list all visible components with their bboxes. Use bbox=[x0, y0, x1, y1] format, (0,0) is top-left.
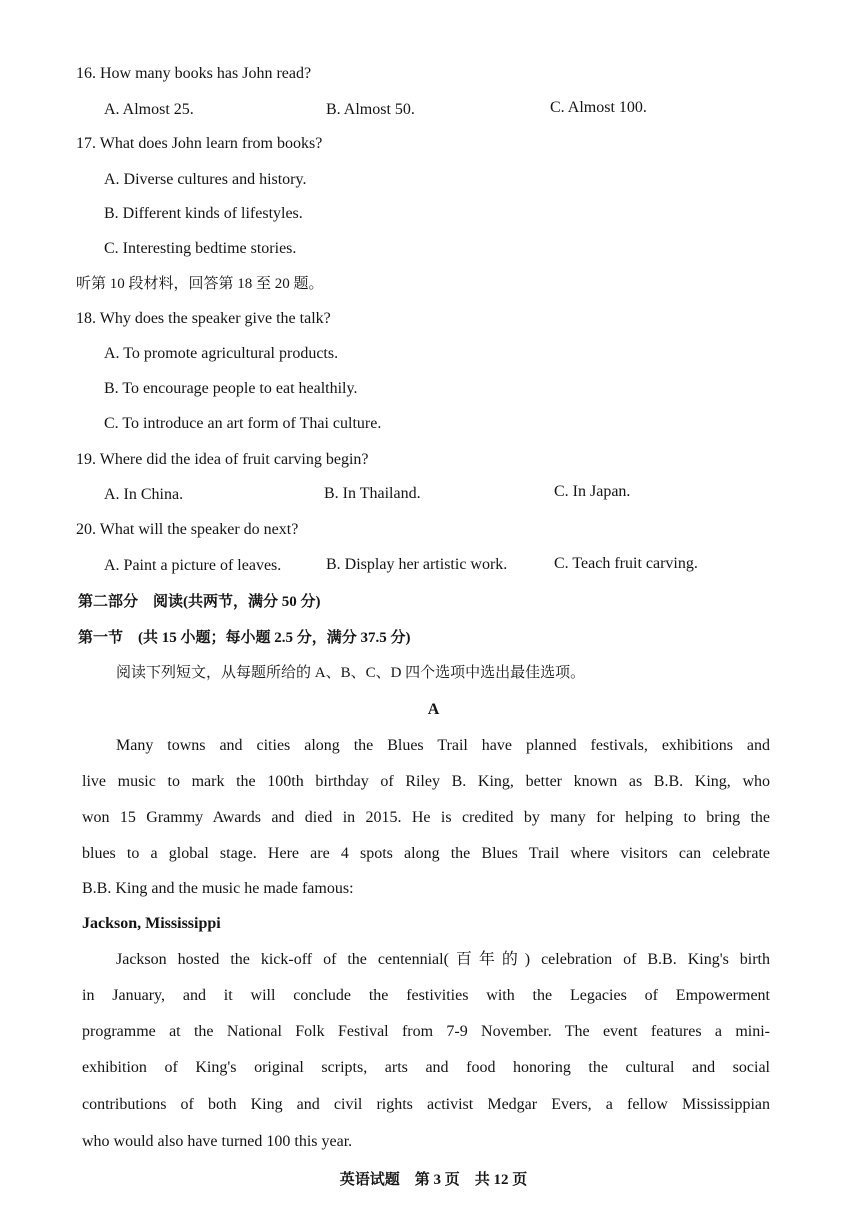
question-20-option-c: C. Teach fruit carving. bbox=[554, 555, 698, 572]
passage-p1-line-5: B.B. King and the music he made famous: bbox=[82, 880, 354, 897]
question-18-option-a: A. To promote agricultural products. bbox=[104, 345, 339, 362]
question-18-option-c: C. To introduce an art form of Thai culture. bbox=[104, 415, 382, 432]
passage-p1-line-2: live music to mark the 100th birthday of Riley B. King, better known as B.B. King, who bbox=[82, 773, 770, 790]
question-17-option-c: C. Interesting bedtime stories. bbox=[104, 240, 297, 257]
question-19-option-b: B. In Thailand. bbox=[324, 485, 421, 502]
question-20-stem: 20. What will the speaker do next? bbox=[76, 521, 299, 538]
part-2-heading: 第二部分 阅读(共两节，满分 50 分) bbox=[78, 594, 321, 610]
passage-p2-line-1: Jackson hosted the kick-off of the centennial(百年的) celebration of B.B. King's birth bbox=[116, 951, 770, 968]
question-20-option-b: B. Display her artistic work. bbox=[326, 556, 508, 573]
question-16-option-a: A. Almost 25. bbox=[104, 101, 194, 118]
passage-label: A bbox=[427, 701, 440, 718]
question-19-option-a: A. In China. bbox=[104, 486, 184, 503]
reading-instruction: 阅读下列短文，从每题所给的 A、B、C、D 四个选项中选出最佳选项。 bbox=[116, 665, 586, 681]
passage-p1-line-4: blues to a global stage. Here are 4 spots along the Blues Trail where visitors can celebrate bbox=[82, 845, 770, 862]
passage-p2-line-3: programme at the National Folk Festival from 7-9 November. The event features a mini- bbox=[82, 1023, 770, 1040]
question-16-option-b: B. Almost 50. bbox=[326, 101, 415, 118]
question-16-option-c: C. Almost 100. bbox=[550, 99, 647, 116]
listening-instruction-10: 听第 10 段材料，回答第 18 至 20 题。 bbox=[76, 276, 324, 292]
question-20-option-a: A. Paint a picture of leaves. bbox=[104, 557, 282, 574]
passage-p1-line-3: won 15 Grammy Awards and died in 2015. He is credited by many for helping to bring the bbox=[82, 809, 770, 826]
question-16-stem: 16. How many books has John read? bbox=[76, 65, 312, 82]
passage-p2-line-6: who would also have turned 100 this year. bbox=[82, 1133, 353, 1150]
passage-p2-line-2: in January, and it will conclude the festivities with the Legacies of Empowerment bbox=[82, 987, 770, 1004]
passage-subheading: Jackson, Mississippi bbox=[82, 915, 221, 932]
question-17-stem: 17. What does John learn from books? bbox=[76, 135, 323, 152]
question-17-option-a: A. Diverse cultures and history. bbox=[104, 171, 307, 188]
passage-p2-line-4: exhibition of King's original scripts, arts and food honoring the cultural and social bbox=[82, 1059, 770, 1076]
question-17-option-b: B. Different kinds of lifestyles. bbox=[104, 205, 303, 222]
question-19-option-c: C. In Japan. bbox=[554, 483, 631, 500]
section-1-heading: 第一节 (共 15 小题；每小题 2.5 分，满分 37.5 分) bbox=[78, 630, 411, 646]
page-footer: 英语试题 第 3 页 共 12 页 bbox=[339, 1172, 528, 1188]
passage-p1-line-1: Many towns and cities along the Blues Trail have planned festivals, exhibitions and bbox=[116, 737, 770, 754]
question-18-option-b: B. To encourage people to eat healthily. bbox=[104, 380, 358, 397]
question-19-stem: 19. Where did the idea of fruit carving begin? bbox=[76, 451, 369, 468]
question-18-stem: 18. Why does the speaker give the talk? bbox=[76, 310, 331, 327]
passage-p2-line-5: contributions of both King and civil rights activist Medgar Evers, a fellow Mississippian bbox=[82, 1096, 770, 1113]
